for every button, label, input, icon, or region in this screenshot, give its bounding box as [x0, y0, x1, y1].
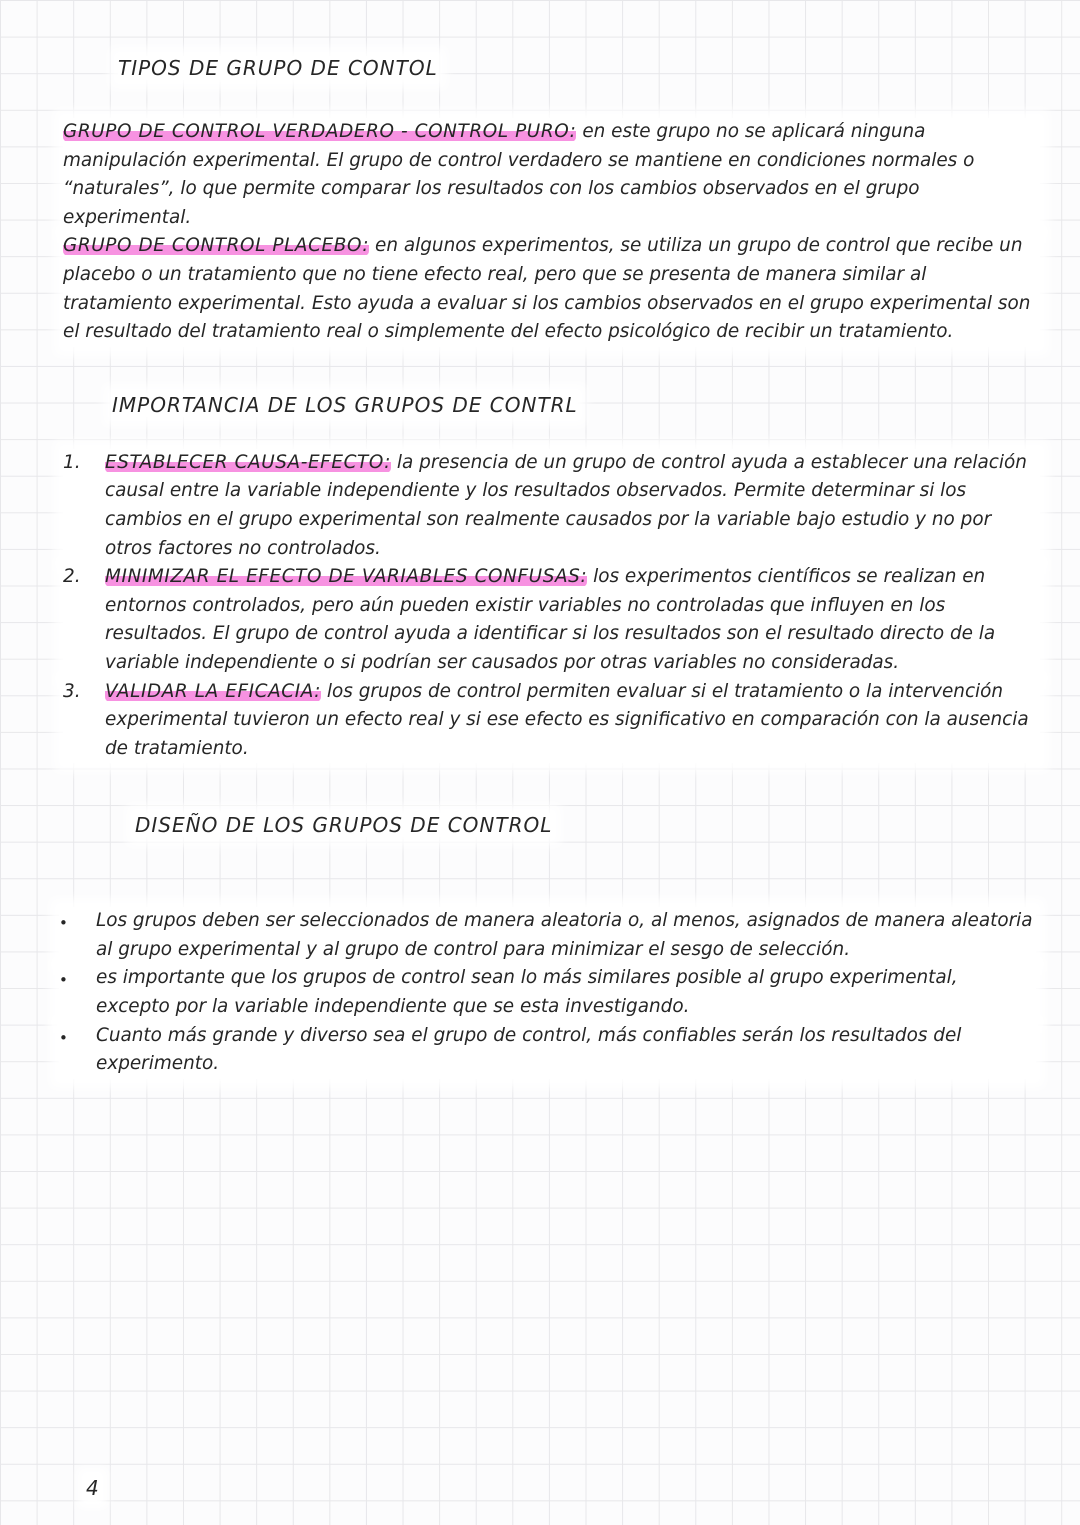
- paragraph-body: en este grupo no se aplicará ninguna manipulación experimental. El grupo de control verdadero se mantiene en condiciones normales o “naturales”, lo que permite comparar los resultados con los cambios observados en el grupo experimental.: [63, 121, 975, 228]
- ordered-list-importancia: [63, 449, 1040, 764]
- list-item-text: [105, 678, 1040, 764]
- bullet-item: [59, 907, 1036, 964]
- list-number: 1.: [63, 451, 81, 473]
- page-number: 4: [86, 1476, 99, 1500]
- bullet-item: [59, 964, 1036, 1021]
- bullet-item-text: es importante que los grupos de control sean lo más similares posible al grupo experimental, excepto por la variable independiente que se esta investigando.: [96, 967, 958, 1018]
- list-item-body: los grupos de control permiten evaluar si el tratamiento o la intervención experimental tuvieron un efecto real y si ese efecto es significativo en comparación con la ausencia de tratamiento.: [105, 680, 1029, 759]
- highlighted-term-variables-confusas: MINIMIZAR EL EFECTO DE VARIABLES CONFUSAS:: [105, 566, 588, 588]
- highlighted-term-control-verdadero: GRUPO DE CONTROL VERDADERO - CONTROL PURO:: [63, 121, 577, 142]
- page-content: [59, 46, 1040, 1079]
- bullet-list-diseno: [59, 907, 1040, 1079]
- list-item-text: [105, 563, 1040, 677]
- paragraph-control-verdadero: [63, 118, 1040, 232]
- highlighted-term-validar-eficacia: VALIDAR LA EFICACIA:: [105, 680, 322, 702]
- highlighted-term-causa-efecto: ESTABLECER CAUSA-EFECTO:: [105, 451, 392, 473]
- paragraph-body: en algunos experimentos, se utiliza un grupo de control que recibe un placebo o un tratamiento que no tiene efecto real, pero que se presenta de manera similar al tratamiento experimental. Esto ayuda a evaluar si los cambios observados en el grupo experimental son el resultado del tratamiento real o simplemente del efecto psicológico de recibir un tratamiento.: [63, 235, 1031, 343]
- bullet-item-text: Cuanto más grande y diverso sea el grupo de control, más confiables serán los resultados del experimento.: [96, 1024, 962, 1075]
- bullet-item: [59, 1022, 1036, 1079]
- bullet-item-text: Los grupos deben ser seleccionados de manera aleatoria o, al menos, asignados de manera aleatoria al grupo experimental y al grupo de control para minimizar el sesgo de selección.: [96, 910, 1033, 960]
- bullet-icon: •: [59, 971, 68, 990]
- section-heading-diseno: DISEÑO DE LOS GRUPOS DE CONTROL: [135, 813, 553, 838]
- list-number: 2.: [63, 566, 81, 588]
- list-item: [63, 449, 1040, 563]
- list-item: [63, 678, 1040, 764]
- list-number: 3.: [63, 680, 81, 702]
- list-item-body: la presencia de un grupo de control ayuda a establecer una relación causal entre la variable independiente y los resultados observados. Permite determinar si los cambios en el grupo experimental son realmente causados por la variable bajo estudio y no por otros factores no controlados.: [105, 451, 1027, 559]
- highlighted-term-control-placebo: GRUPO DE CONTROL PLACEBO:: [63, 235, 370, 257]
- list-item-body: los experimentos científicos se realizan en entornos controlados, pero aún pueden existir variables no controladas que influyen en los resultados. El grupo de control ayuda a identificar si los resultados son el resultado directo de la variable independiente o si podrían ser causados por otras variables no consideradas.: [105, 566, 996, 673]
- bullet-icon: •: [59, 914, 68, 933]
- bullet-icon: •: [59, 1028, 68, 1047]
- section-heading-tipos: TIPOS DE GRUPO DE CONTOL: [118, 56, 438, 80]
- list-item: [63, 563, 1040, 677]
- paragraph-control-placebo: [63, 232, 1040, 346]
- section-heading-importancia: IMPORTANCIA DE LOS GRUPOS DE CONTRL: [112, 392, 578, 417]
- list-item-text: [105, 449, 1040, 563]
